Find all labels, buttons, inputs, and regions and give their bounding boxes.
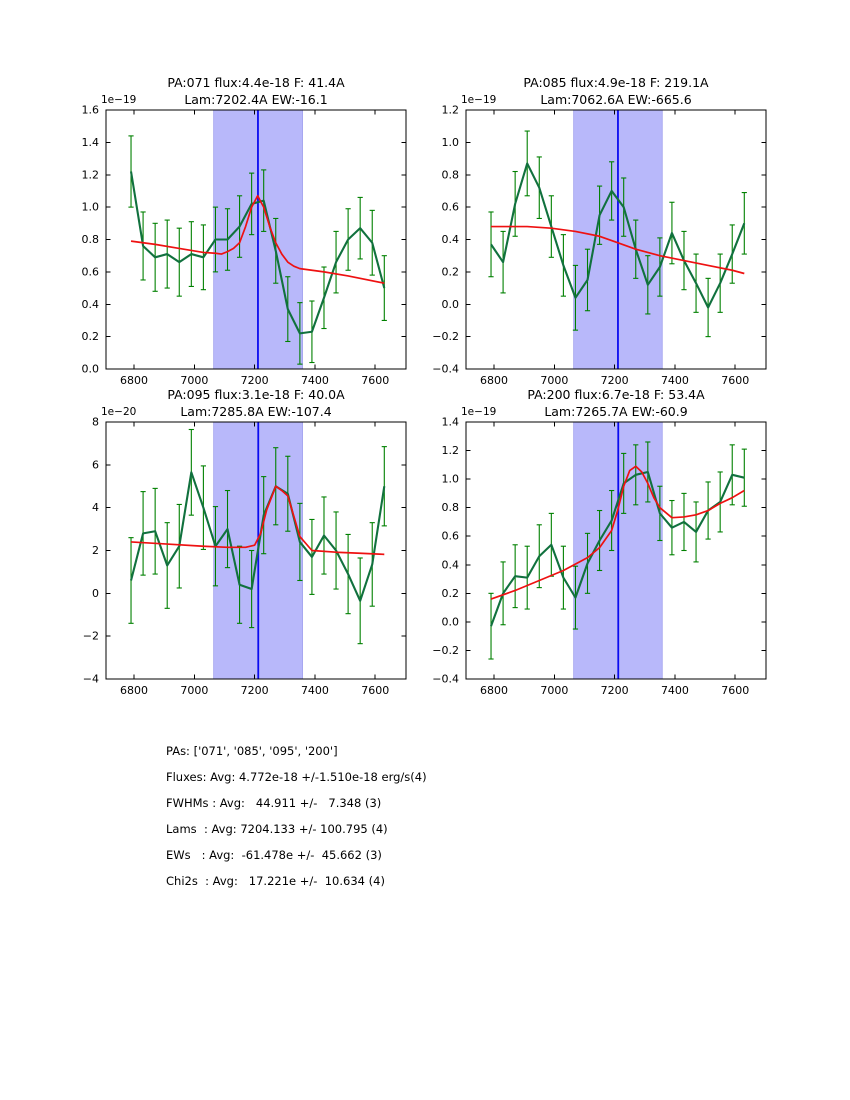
svg-text:0.6: 0.6	[441, 529, 459, 543]
svg-text:0.8: 0.8	[81, 233, 99, 247]
svg-text:1.6: 1.6	[81, 103, 99, 117]
spectrum-plot-pa095	[48, 400, 424, 711]
svg-text:7000: 7000	[540, 684, 569, 697]
y-axis-offset-label: 1e−19	[461, 94, 497, 106]
svg-text:−0.4: −0.4	[432, 362, 459, 376]
spectrum-plot-pa071	[48, 88, 424, 401]
panel-title-line1: PA:085 flux:4.9e-18 F: 219.1A	[523, 75, 709, 90]
svg-text:7000: 7000	[540, 374, 569, 387]
svg-text:0.4: 0.4	[441, 558, 459, 572]
svg-text:0.4: 0.4	[441, 233, 459, 247]
svg-text:0.2: 0.2	[81, 330, 99, 344]
svg-text:6800: 6800	[120, 684, 149, 697]
svg-text:2: 2	[92, 544, 99, 558]
svg-text:1.0: 1.0	[81, 200, 99, 214]
svg-text:1.0: 1.0	[441, 135, 459, 149]
svg-text:7200: 7200	[600, 684, 629, 697]
svg-text:0.6: 0.6	[81, 265, 99, 279]
svg-text:1.2: 1.2	[441, 103, 459, 117]
svg-text:0.6: 0.6	[441, 200, 459, 214]
svg-text:7600: 7600	[721, 684, 750, 697]
svg-text:7200: 7200	[600, 374, 629, 387]
svg-text:7600: 7600	[721, 374, 750, 387]
svg-text:0: 0	[92, 586, 99, 600]
svg-text:6800: 6800	[120, 374, 149, 387]
summary-line-pas: PAs: ['071', '085', '095', '200']	[166, 744, 338, 758]
svg-text:0.4: 0.4	[81, 297, 99, 311]
svg-text:0.2: 0.2	[441, 265, 459, 279]
svg-text:1.2: 1.2	[441, 444, 459, 458]
summary-block	[166, 744, 427, 900]
svg-text:7000: 7000	[180, 684, 209, 697]
y-axis-offset-label: 1e−19	[101, 94, 137, 106]
svg-text:−0.4: −0.4	[432, 672, 459, 686]
svg-text:0.0: 0.0	[441, 615, 459, 629]
panel-title-line2: Lam:7062.6A EW:-665.6	[540, 92, 692, 107]
panel-title-line1: PA:071 flux:4.4e-18 F: 41.4A	[167, 75, 345, 90]
svg-text:−0.2: −0.2	[432, 330, 459, 344]
spectrum-plot-pa200	[408, 400, 784, 711]
y-axis-offset-label: 1e−20	[101, 406, 137, 418]
svg-text:0.8: 0.8	[441, 168, 459, 182]
svg-text:8: 8	[92, 415, 99, 429]
svg-text:−2: −2	[82, 629, 99, 643]
svg-text:−4: −4	[82, 672, 99, 686]
panel-title-line2: Lam:7202.4A EW:-16.1	[184, 92, 328, 107]
panel-title-line2: Lam:7265.7A EW:-60.9	[544, 404, 688, 419]
svg-text:7400: 7400	[660, 684, 689, 697]
spectrum-plot-pa085	[408, 88, 784, 401]
svg-text:4: 4	[92, 501, 99, 515]
summary-line-fluxes: Fluxes: Avg: 4.772e-18 +/-1.510e-18 erg/s(4)	[166, 770, 427, 784]
panel-title-line1: PA:095 flux:3.1e-18 F: 40.0A	[167, 387, 345, 402]
svg-text:1.2: 1.2	[81, 168, 99, 182]
svg-text:6: 6	[92, 458, 99, 472]
svg-text:7600: 7600	[361, 374, 390, 387]
svg-text:7400: 7400	[660, 374, 689, 387]
svg-text:7600: 7600	[361, 684, 390, 697]
svg-text:7200: 7200	[240, 684, 269, 697]
summary-line-fwhms: FWHMs : Avg: 44.911 +/- 7.348 (3)	[166, 796, 382, 810]
panel-title-line2: Lam:7285.8A EW:-107.4	[180, 404, 332, 419]
svg-text:6800: 6800	[480, 684, 509, 697]
svg-text:0.8: 0.8	[441, 501, 459, 515]
panel-title-line1: PA:200 flux:6.7e-18 F: 53.4A	[527, 387, 705, 402]
svg-text:7400: 7400	[300, 374, 329, 387]
svg-text:6800: 6800	[480, 374, 509, 387]
svg-text:1.4: 1.4	[441, 415, 459, 429]
y-axis-offset-label: 1e−19	[461, 406, 497, 418]
svg-text:0.2: 0.2	[441, 586, 459, 600]
svg-text:−0.2: −0.2	[432, 643, 459, 657]
svg-text:0.0: 0.0	[441, 297, 459, 311]
svg-text:1.4: 1.4	[81, 135, 99, 149]
svg-text:7000: 7000	[180, 374, 209, 387]
summary-line-chi2s: Chi2s : Avg: 17.221e +/- 10.634 (4)	[166, 874, 385, 888]
svg-text:7400: 7400	[300, 684, 329, 697]
summary-line-lams: Lams : Avg: 7204.133 +/- 100.795 (4)	[166, 822, 388, 836]
summary-line-ews: EWs : Avg: -61.478e +/- 45.662 (3)	[166, 848, 382, 862]
svg-text:7200: 7200	[240, 374, 269, 387]
svg-text:0.0: 0.0	[81, 362, 99, 376]
svg-text:1.0: 1.0	[441, 472, 459, 486]
